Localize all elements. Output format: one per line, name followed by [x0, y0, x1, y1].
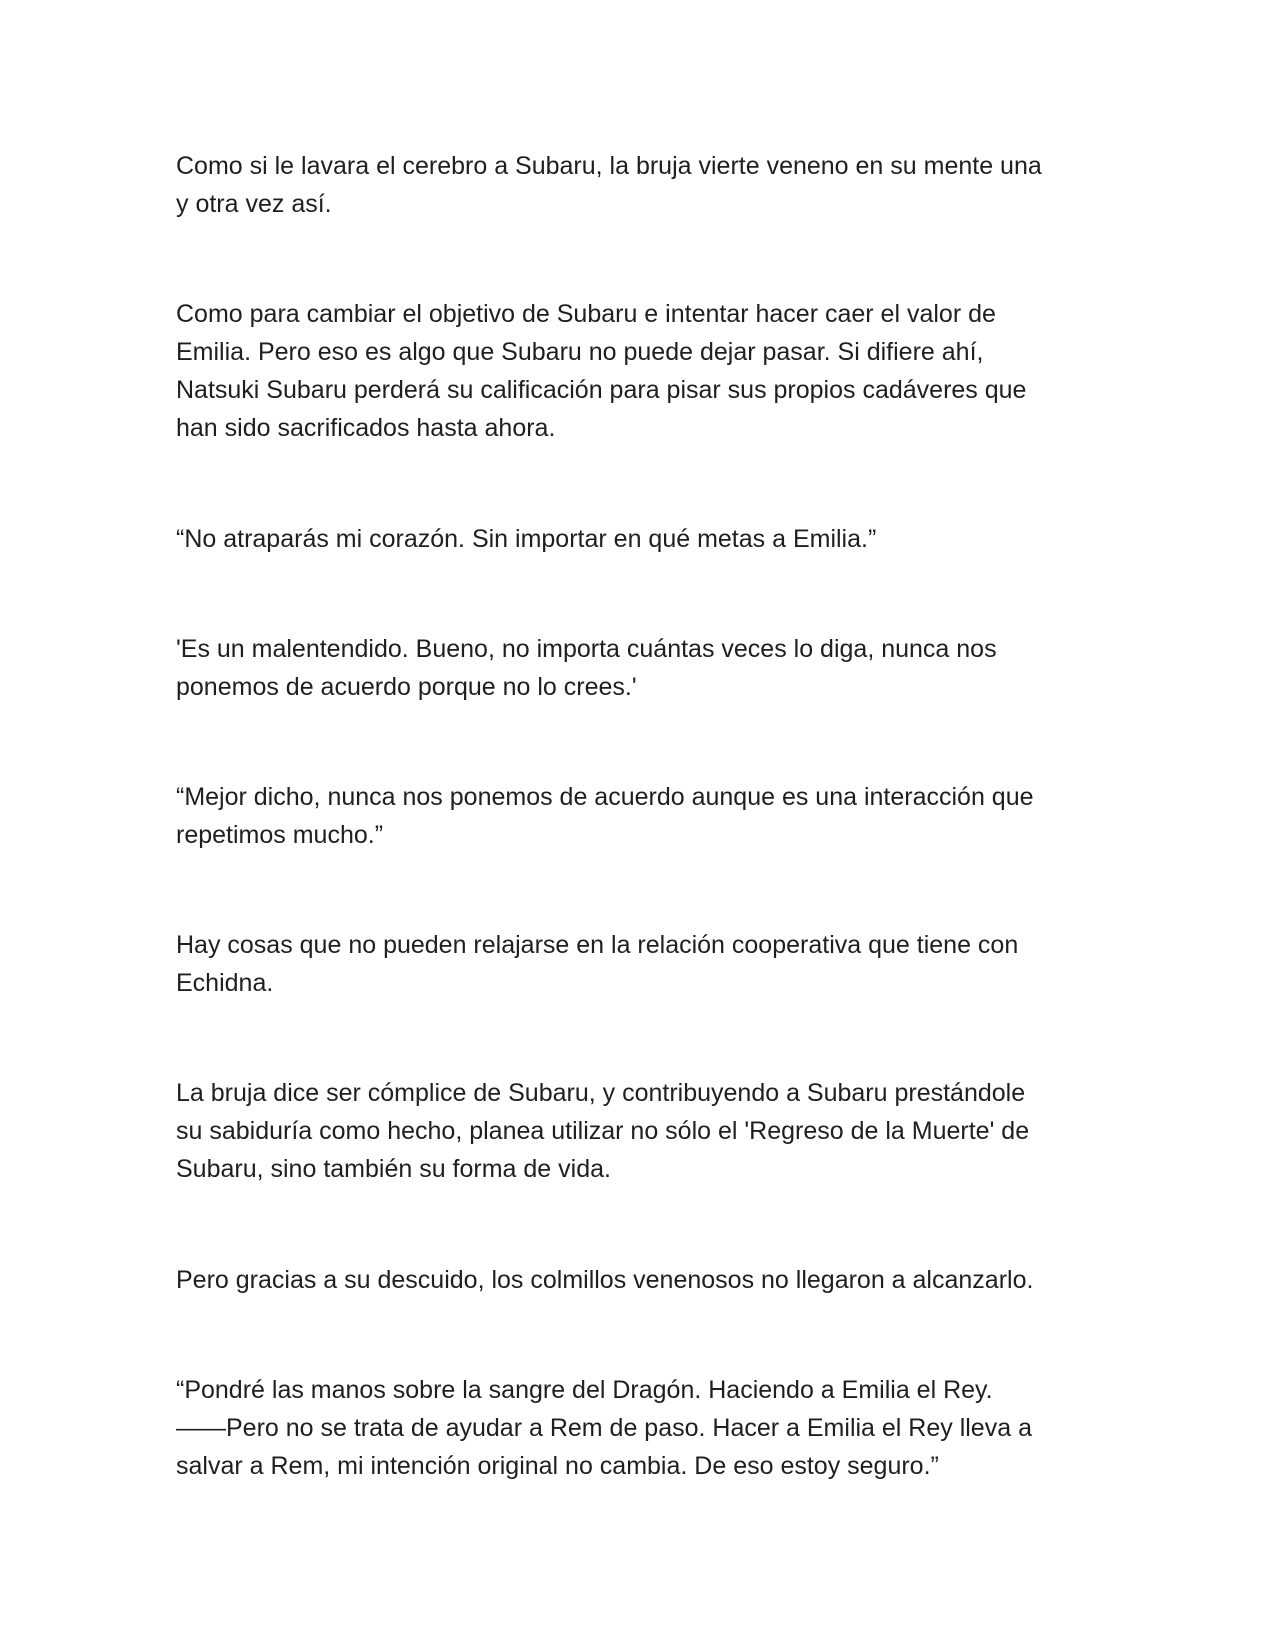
paragraph-line: ponemos de acuerdo porque no lo crees.': [176, 673, 637, 701]
paragraph-line: Echidna.: [176, 969, 274, 997]
paragraph-line: ——Pero no se trata de ayudar a Rem de paso. Hacer a Emilia el Rey lleva a: [176, 1414, 1032, 1442]
paragraph-line: 'Es un malentendido. Bueno, no importa cuántas veces lo diga, nunca nos: [176, 635, 997, 663]
paragraph-9: [176, 1371, 1106, 1485]
paragraph-1: [176, 147, 1106, 223]
paragraph-line: Hay cosas que no pueden relajarse en la relación cooperativa que tiene con: [176, 931, 1019, 959]
paragraph-line: Emilia. Pero eso es algo que Subaru no puede dejar pasar. Si difiere ahí,: [176, 338, 984, 366]
paragraph-line: Subaru, sino también su forma de vida.: [176, 1155, 611, 1183]
paragraph-line: salvar a Rem, mi intención original no cambia. De eso estoy seguro.”: [176, 1452, 939, 1480]
paragraph-line: y otra vez así.: [176, 190, 332, 218]
paragraph-4: [176, 630, 1106, 706]
paragraph-line: repetimos mucho.”: [176, 821, 384, 849]
paragraph-line: su sabiduría como hecho, planea utilizar no sólo el 'Regreso de la Muerte' de: [176, 1117, 1030, 1145]
paragraph-line: “No atraparás mi corazón. Sin importar en qué metas a Emilia.”: [176, 525, 877, 553]
paragraph-7: [176, 1074, 1106, 1188]
paragraph-5: [176, 778, 1106, 854]
paragraph-line: Natsuki Subaru perderá su calificación para pisar sus propios cadáveres que: [176, 376, 1027, 404]
paragraph-line: “Mejor dicho, nunca nos ponemos de acuerdo aunque es una interacción que: [176, 783, 1034, 811]
paragraph-2: [176, 295, 1106, 447]
paragraph-8: [176, 1261, 1106, 1299]
paragraph-3: [176, 520, 1106, 558]
paragraph-line: han sido sacrificados hasta ahora.: [176, 414, 556, 442]
paragraph-line: Como para cambiar el objetivo de Subaru e intentar hacer caer el valor de: [176, 300, 996, 328]
paragraph-line: La bruja dice ser cómplice de Subaru, y contribuyendo a Subaru prestándole: [176, 1079, 1026, 1107]
paragraph-line: Como si le lavara el cerebro a Subaru, la bruja vierte veneno en su mente una: [176, 152, 1042, 180]
paragraph-line: Pero gracias a su descuido, los colmillos venenosos no llegaron a alcanzarlo.: [176, 1266, 1034, 1294]
paragraph-6: [176, 926, 1106, 1002]
paragraph-line: “Pondré las manos sobre la sangre del Dragón. Haciendo a Emilia el Rey.: [176, 1376, 993, 1404]
